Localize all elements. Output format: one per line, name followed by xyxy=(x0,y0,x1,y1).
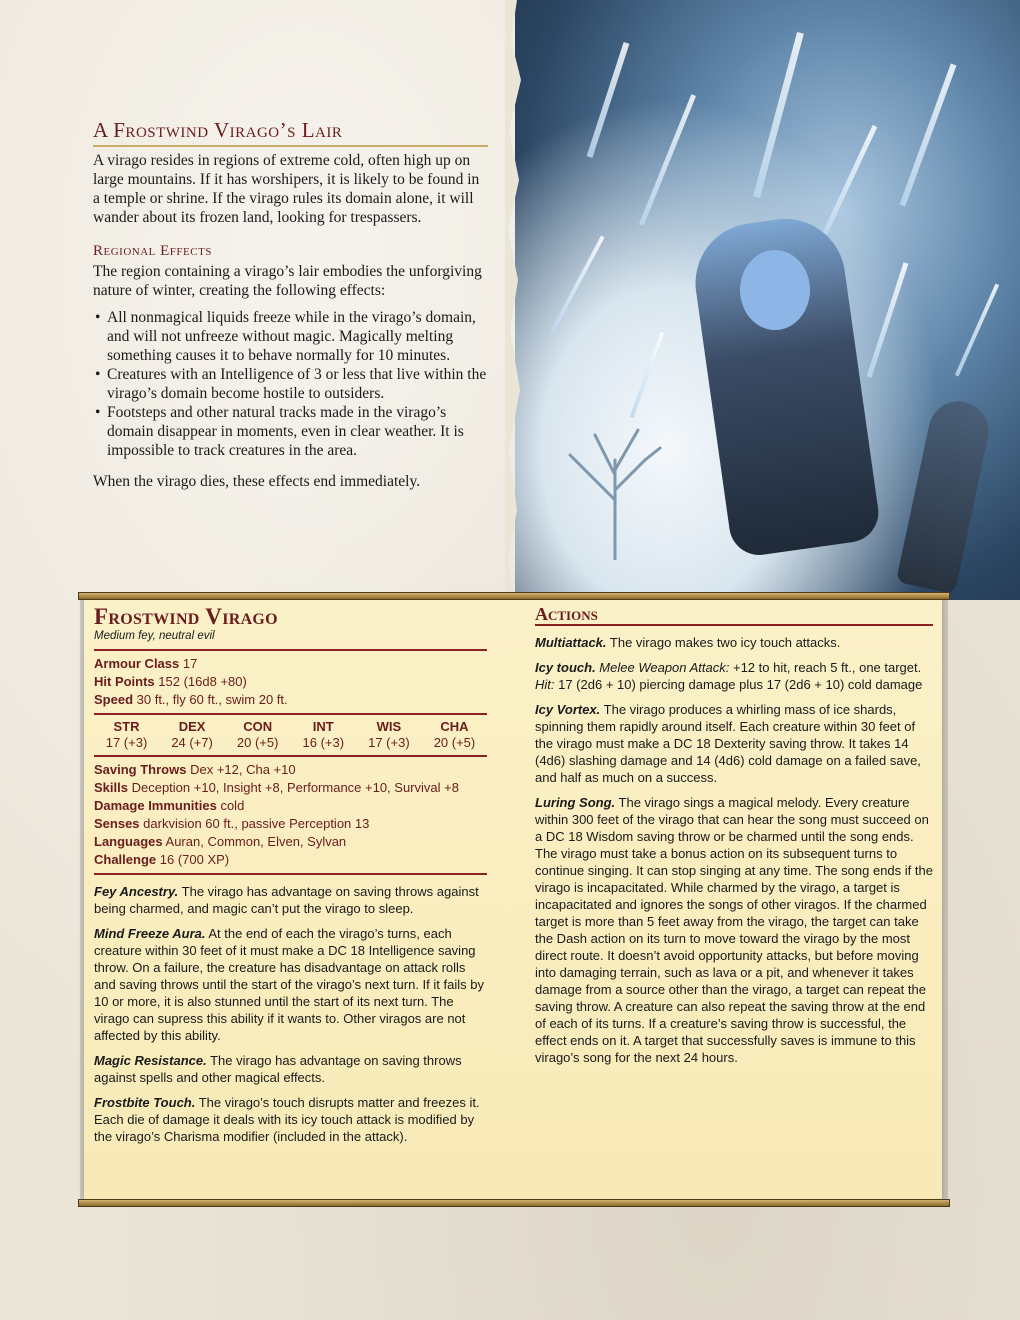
list-item: • Creatures with an Intelligence of 3 or less that live within the virago’s domain become hostile to outsiders. xyxy=(107,365,488,403)
action-multiattack: Multiattack. The virago makes two icy touch attacks. xyxy=(535,635,841,650)
lair-closing: When the virago dies, these effects end immediately. xyxy=(93,473,421,490)
trait-frostbite-touch: Frostbite Touch. The virago’s touch disrupts matter and freezes it. Each die of damage it deals with its icy touch attack is modified by the virago’s Charisma modifier (included in the attack). xyxy=(94,1095,480,1144)
statblock-right-column xyxy=(535,606,933,1066)
trait-magic-resistance: Magic Resistance. The virago has advantage on saving throws against spells and other magical effects. xyxy=(94,1053,462,1085)
ability-cha: CHA 20 (+5) xyxy=(433,719,476,750)
languages: Languages Auran, Common, Elven, Sylvan xyxy=(94,834,347,849)
torn-edge xyxy=(505,0,545,600)
lair-intro: A virago resides in regions of extreme cold, often high up on large mountains. If it has worshipers, it is likely to be found in a temple or shrine. If the virago rules its domain alone, it will wander about its frozen land, looking for trespassers. xyxy=(93,152,480,226)
background-figure xyxy=(896,396,994,594)
divider xyxy=(94,649,487,651)
ability-wis: WIS 17 (+3) xyxy=(368,719,410,750)
regional-effects-title: Regional Effects xyxy=(93,243,212,259)
lair-title: A Frostwind Virago’s Lair xyxy=(93,118,488,147)
trait-mind-freeze-aura: Mind Freeze Aura. At the end of each the virago’s turns, each creature within 30 feet of it must make a DC 18 Intelligence saving throw. On a failure, the creature has disadvantage on attack rolls and saving throws until the start of the virago’s next turn. If it fails by 10 or more, it is also stunned until the start of its next turn. The virago can supress this ability if it wants to. Other viragos are not affected by this ability. xyxy=(94,926,484,1043)
virago-head xyxy=(740,250,810,330)
lair-section xyxy=(93,118,488,491)
ability-dex: DEX 24 (+7) xyxy=(171,719,213,750)
divider xyxy=(94,755,487,757)
statblock-bottom-bar xyxy=(78,1199,950,1207)
creature-type: Medium fey, neutral evil xyxy=(94,630,215,642)
creature-name: Frostwind Virago xyxy=(94,604,278,629)
armor-class: Armour Class 17 xyxy=(94,656,198,671)
ability-scores xyxy=(94,719,487,751)
damage-immunities: Damage Immunities cold xyxy=(94,798,245,813)
action-luring-song: Luring Song. The virago sings a magical melody. Every creature within 300 feet of the virago that can hear the song must succeed on a DC 18 Wisdom saving throw or be charmed until the song ends. The virago must take a bonus action on its subsequent turns to continue singing. It can stop singing at any time. The song ends if the virago is incapacitated. While charmed by the virago, a target is incapacitated and ignores the songs of other viragos. If the charmed target is more than 5 feet away from the virago, the target can take the Dash action on its turn to move toward the virago by the most direct route. It doesn’t avoid opportunity attacks, but before moving into damaging terrain, such as lava or a pit, and whenever it takes damage from a source other than the virago, a target can repeat the saving throw. A creature can also repeat the saving throw at the end of each of its turns. If a creature’s saving throw is successful, the effect ends on it. A target that successfully saves is immune to this virago’s song for the next 24 hours. xyxy=(535,795,933,1065)
trait-fey-ancestry: Fey Ancestry. The virago has advantage on saving throws against being charmed, and magic can’t put the virago to sleep. xyxy=(94,884,479,916)
skills: Skills Deception +10, Insight +8, Performance +10, Survival +8 xyxy=(94,780,459,795)
regional-effects-list xyxy=(93,308,488,460)
action-icy-vortex: Icy Vortex. The virago produces a whirling mass of ice shards, spinning them rapidly around itself. Each creature within 30 feet of the virago must make a DC 18 Dexterity saving throw. It takes 14 (4d6) slashing damage and 14 (4d6) cold damage on a failed save, and half as much on a success. xyxy=(535,702,921,785)
speed: Speed 30 ft., fly 60 ft., swim 20 ft. xyxy=(94,692,288,707)
ability-con: CON 20 (+5) xyxy=(236,719,279,750)
saving-throws: Saving Throws Dex +12, Cha +10 xyxy=(94,762,296,777)
list-item: • Footsteps and other natural tracks made in the virago’s domain disappear in moments, even in clear weather. It is impossible to track creatures in the area. xyxy=(107,403,488,460)
divider xyxy=(94,713,487,715)
senses: Senses darkvision 60 ft., passive Perception 13 xyxy=(94,816,370,831)
action-icy-touch: Icy touch. Melee Weapon Attack: +12 to hit, reach 5 ft., one target. Hit: 17 (2d6 + 10) piercing damage plus 17 (2d6 + 10) cold damage xyxy=(535,660,923,692)
regional-effects-intro: The region containing a virago’s lair embodies the unforgiving nature of winter, creating the following effects: xyxy=(93,263,482,299)
actions-title: Actions xyxy=(535,606,933,626)
virago-artwork xyxy=(515,0,1020,600)
frozen-tree xyxy=(560,400,670,560)
challenge: Challenge 16 (700 XP) xyxy=(94,852,230,867)
list-item: • All nonmagical liquids freeze while in the virago’s domain, and will not unfreeze without magic. Magically melting something causes it to behave normally for 10 minutes. xyxy=(107,308,488,365)
ability-int: INT 16 (+3) xyxy=(302,719,345,750)
statblock-left-column xyxy=(94,606,487,1145)
ability-str: STR 17 (+3) xyxy=(105,719,148,750)
hit-points: Hit Points 152 (16d8 +80) xyxy=(94,674,247,689)
statblock-top-bar xyxy=(78,592,950,600)
divider xyxy=(94,873,487,875)
